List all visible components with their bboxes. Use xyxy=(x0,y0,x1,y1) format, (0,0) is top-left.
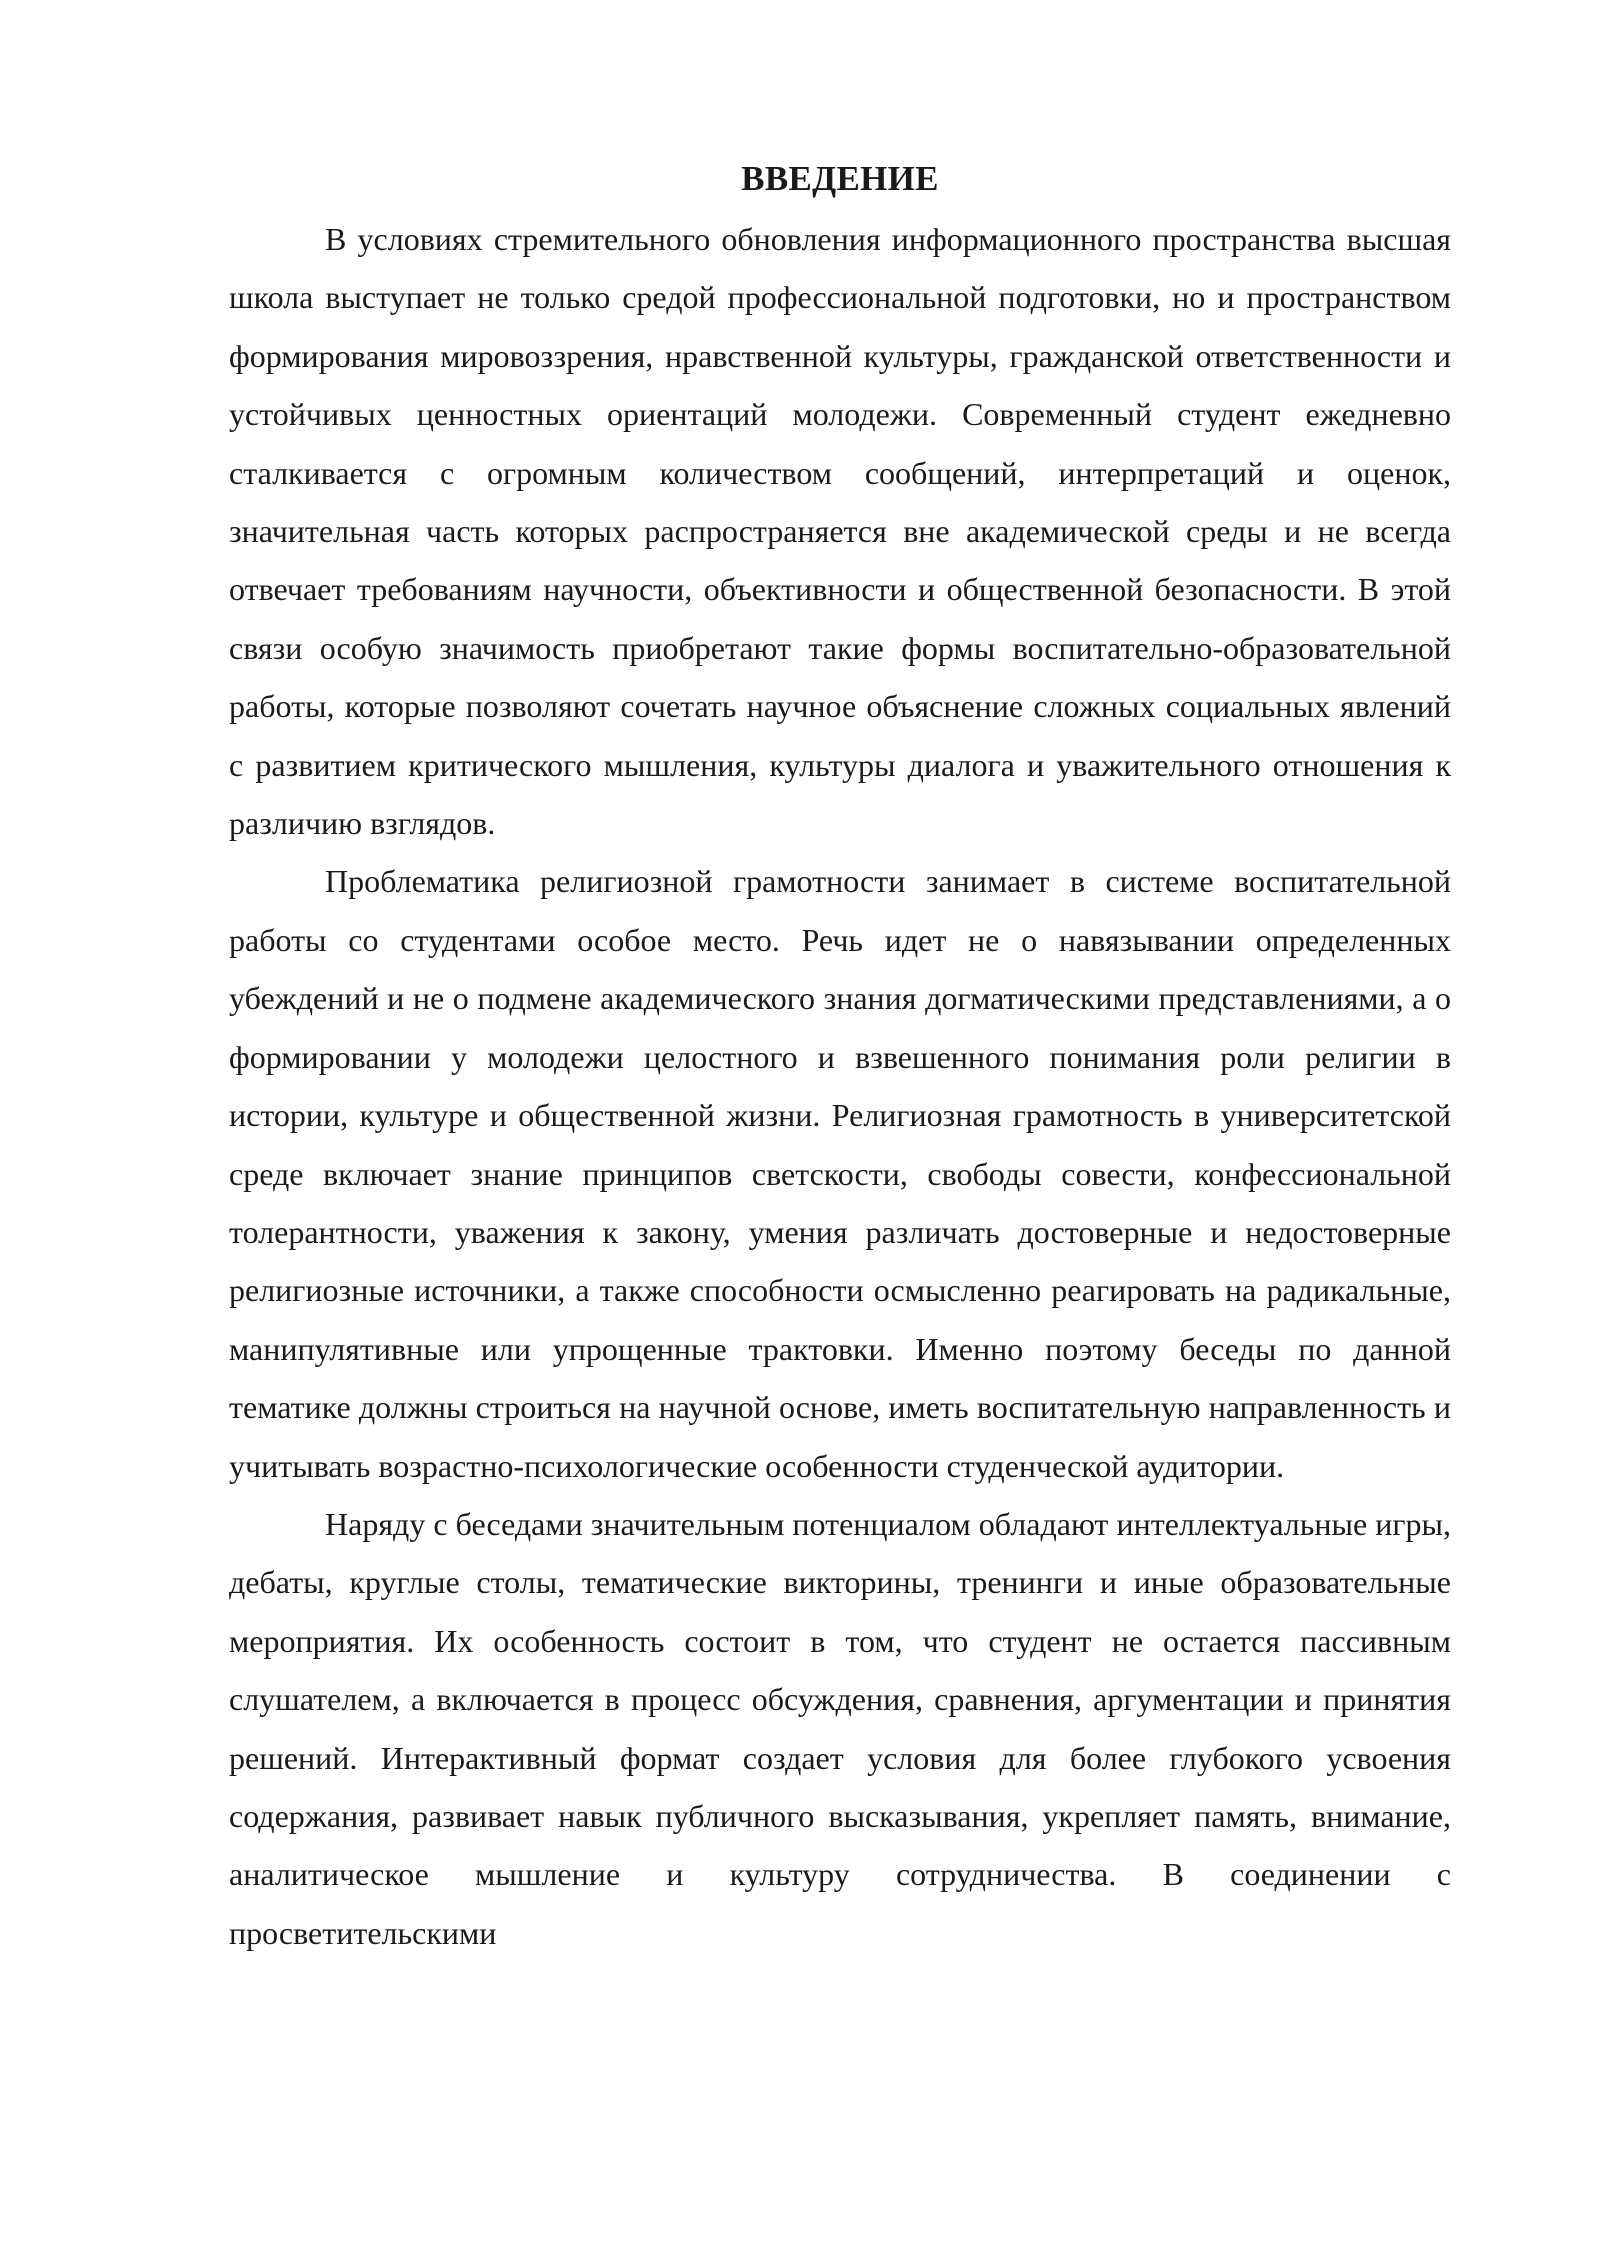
paragraph-3: Наряду с беседами значительным потенциалом обладают интеллектуальные игры, дебаты, круглые столы, тематические викторины, тренинги и иные образовательные мероприятия. Их особенность состоит в том, что студент не остается пассивным слушателем, а включается в процесс обсуждения, сравнения, аргументации и принятия решений. Интерактивный формат создает условия для более глубокого усвоения содержания, развивает навык публичного высказывания, укрепляет память, внимание, аналитическое мышление и культуру сотрудничества. В соединении с просветительскими xyxy=(229,1505,1451,1951)
paragraph-1: В условиях стремительного обновления информационного пространства высшая школа выступает не только средой профессиональной подготовки, но и пространством формирования мировоззрения, нравственной культуры, гражданской ответственности и устойчивых ценностных ориентаций молодежи. Современный студент ежедневно сталкивается с огромным количеством сообщений, интерпретаций и оценок, значительная часть которых распространяется вне академической среды и не всегда отвечает требованиям научности, объективности и общественной безопасности. В этой связи особую значимость приобретают такие формы воспитательно-образовательной работы, которые позволяют сочетать научное объяснение сложных социальных явлений с развитием критического мышления, культуры диалога и уважительного отношения к различию взглядов. xyxy=(229,221,1451,842)
paragraph-2: Проблематика религиозной грамотности занимает в системе воспитательной работы со студентами особое место. Речь идет не о навязывании определенных убеждений и не о подмене академического знания догматическими представлениями, а о формировании у молодежи целостного и взвешенного понимания роли религии в истории, культуре и общественной жизни. Религиозная грамотность в университетской среде включает знание принципов светскости, свободы совести, конфессиональной толерантности, уважения к закону, умения различать достоверные и недостоверные религиозные источники, а также способности осмысленно реагировать на радикальные, манипулятивные или упрощенные трактовки. Именно поэтому беседы по данной тематике должны строиться на научной основе, иметь воспитательную направленность и учитывать возрастно-психологические особенности студенческой аудитории. xyxy=(229,863,1451,1484)
document-body xyxy=(229,150,1451,1962)
page-title: ВВЕДЕНИЕ xyxy=(741,159,939,198)
